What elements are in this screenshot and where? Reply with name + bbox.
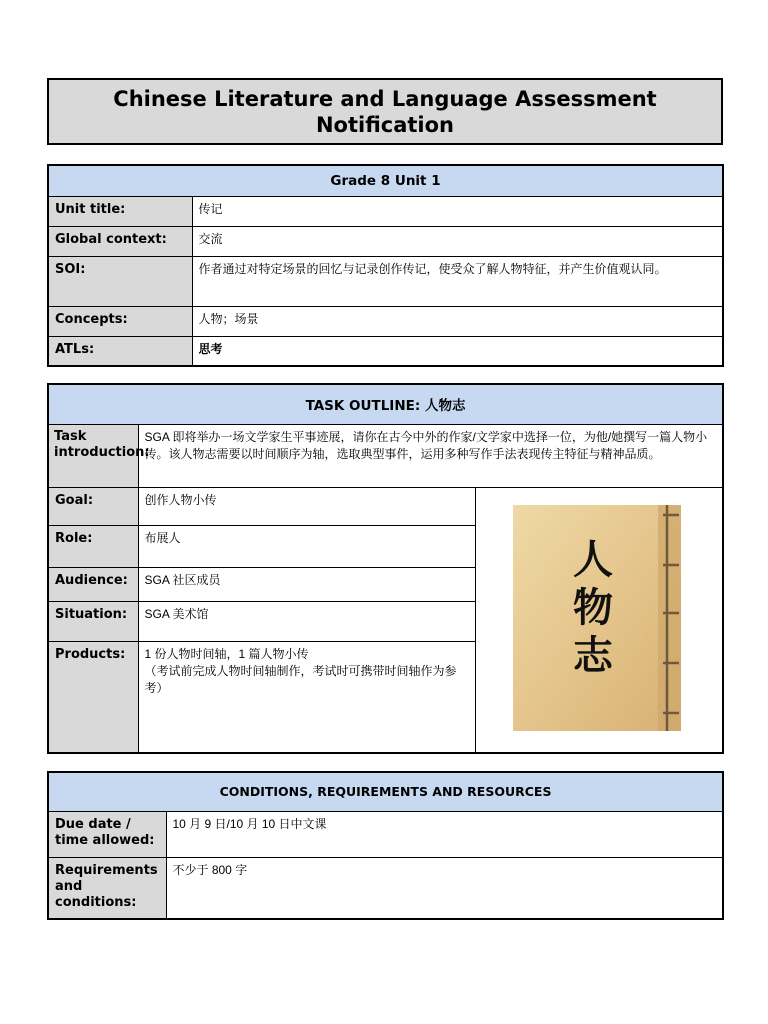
products-value — [138, 641, 475, 753]
role-value: 布展人 — [138, 525, 475, 567]
task-intro-label: Task introduction: — [48, 424, 138, 487]
conditions-table — [47, 771, 724, 920]
atls-value: 思考 — [192, 336, 723, 366]
products-note: （考试前完成人物时间轴制作，考试时可携带时间轴作为参考） — [144, 663, 457, 695]
role-label: Role: — [48, 525, 138, 567]
goal-label: Goal: — [48, 487, 138, 525]
book-title-char-3: 志 — [572, 633, 613, 680]
situation-label: Situation: — [48, 601, 138, 641]
unit-table-heading: Grade 8 Unit 1 — [48, 165, 723, 196]
concepts-value: 人物；场景 — [192, 306, 723, 336]
unit-title-label: Unit title: — [48, 196, 192, 226]
atls-label: ATLs: — [48, 336, 192, 366]
due-date-label: Due date / time allowed: — [48, 811, 166, 857]
products-main: 1 份人物时间轴，1 篇人物小传 — [144, 646, 309, 661]
stitched-book-icon — [513, 501, 685, 733]
global-context-value: 交流 — [192, 226, 723, 256]
requirements-label: Requirements and conditions: — [48, 857, 166, 919]
situation-value: SGA 美术馆 — [138, 601, 475, 641]
conditions-heading: CONDITIONS, REQUIREMENTS AND RESOURCES — [48, 772, 723, 811]
audience-value: SGA 社区成员 — [138, 567, 475, 601]
title-line-1: Chinese Literature and Language Assessment — [113, 86, 657, 111]
concepts-label: Concepts: — [48, 306, 192, 336]
soi-value: 作者通过对特定场景的回忆与记录创作传记，使受众了解人物特征，并产生价值观认同。 — [192, 256, 723, 306]
products-label: Products: — [48, 641, 138, 753]
title-line-2: Notification — [315, 112, 455, 137]
book-title-char-2: 物 — [572, 585, 613, 632]
due-date-value: 10 月 9 日/10 月 10 日中文课 — [166, 811, 723, 857]
unit-title-value: 传记 — [192, 196, 723, 226]
requirements-value: 不少于 800 字 — [166, 857, 723, 919]
task-outline-table — [47, 383, 724, 754]
unit-table — [47, 164, 724, 367]
goal-value: 创作人物小传 — [138, 487, 475, 525]
audience-label: Audience: — [48, 567, 138, 601]
global-context-label: Global context: — [48, 226, 192, 256]
book-title-char-1: 人 — [572, 537, 613, 584]
book-illustration-cell — [475, 487, 723, 753]
task-outline-heading: TASK OUTLINE: 人物志 — [48, 384, 723, 424]
task-intro-value: SGA 即将举办一场文学家生平事迹展，请你在古今中外的作家/文学家中选择一位，为他/她撰写一篇人物小传。该人物志需要以时间顺序为轴，选取典型事件，运用多种写作手法表现传主特征与精神品质。 — [138, 424, 723, 487]
page-title — [47, 78, 723, 145]
soi-label: SOI: — [48, 256, 192, 306]
